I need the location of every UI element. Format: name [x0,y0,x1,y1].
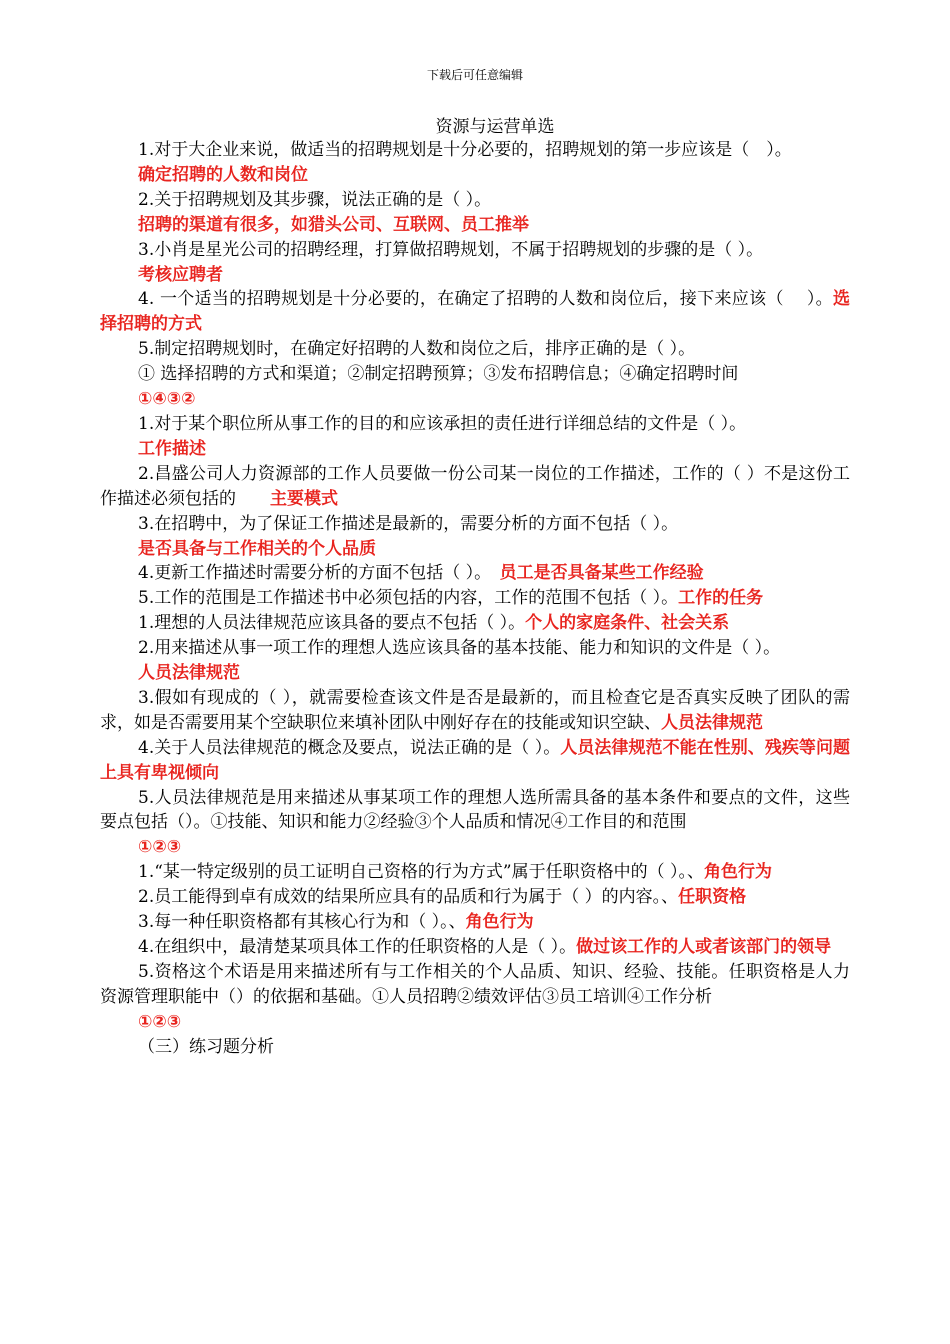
question-paragraph [100,362,850,387]
question-paragraph [100,337,850,362]
question-paragraph [100,935,850,960]
answer-text: 做过该工作的人或者该部门的领导 [576,937,832,957]
question-paragraph [100,188,850,213]
question-text: 3.小肖是星光公司的招聘经理，打算做招聘规划，不属于招聘规划的步骤的是（ ）。 [138,239,764,260]
question-paragraph [100,412,850,437]
question-text: 1.“某一特定级别的员工证明自己资格的行为方式”属于任职资格中的（ ）。、 [138,862,705,883]
question-text: 3.每一种任职资格都有其核心行为和（ ）。、 [138,912,466,933]
question-paragraph [100,1035,850,1060]
question-text: 4.在组织中，最清楚某项具体工作的任职资格的人是（ ）。 [138,937,577,957]
answer-paragraph [100,213,850,238]
question-paragraph [100,860,850,885]
question-paragraph [100,736,850,786]
question-text: 5.人员法律规范是用来描述从事某项工作的理想人选所需具备的基本条件和要点的文件，这些要点包括（）。①技能、知识和能力②经验③个人品质和情况④工作目的和范围 [100,787,850,833]
answer-text: ①②③ [138,1011,182,1032]
question-paragraph [100,636,850,661]
answer-text: 考核应聘者 [138,264,223,285]
answer-paragraph [100,1010,850,1035]
question-text: 5.制定招聘规划时，在确定好招聘的人数和岗位之后，排序正确的是（ ）。 [138,339,696,360]
answer-text: 人员法律规范 [661,712,763,733]
answer-text: 工作描述 [138,438,206,459]
answer-text: 选择招聘的方式 [100,289,850,335]
page-header: 下载后可任意编辑 [426,68,523,82]
answer-paragraph [100,537,850,562]
answer-text: 确定招聘的人数和岗位 [138,164,308,185]
question-text: 5.资格这个术语是用来描述所有与工作相关的个人品质、知识、经验、技能。任职资格是人力资源管理职能中（）的依据和基础。①人员招聘②绩效评估③员工培训④工作分析 [100,961,850,1007]
document-body [100,138,850,1060]
question-text: 4.更新工作描述时需要分析的方面不包括（ ）。 [138,563,500,584]
answer-paragraph [100,661,850,686]
question-text: 4.关于人员法律规范的概念及要点，说法正确的是（ ）。 [138,737,561,758]
question-paragraph [100,786,850,836]
question-paragraph [100,287,850,337]
question-paragraph [100,885,850,910]
answer-paragraph [100,263,850,288]
answer-text: 招聘的渠道有很多，如猎头公司、互联网、员工推举 [138,214,529,235]
answer-text: ①②③ [138,837,182,858]
question-text: （三）练习题分析 [138,1036,274,1057]
question-text: 1.对于大企业来说，做适当的招聘规划是十分必要的，招聘规划的第一步应该是（ ）。 [138,140,792,160]
question-text: 1.对于某个职位所从事工作的目的和应该承担的责任进行详细总结的文件是（ ）。 [138,413,747,434]
question-text: 2.昌盛公司人力资源部的工作人员要做一份公司某一岗位的工作描述，工作的（ ）不是这份工作描述必须包括的 [100,463,850,509]
question-text: ① 选择招聘的方式和渠道；②制定招聘预算；③发布招聘信息；④确定招聘时间 [138,364,739,385]
question-paragraph [100,238,850,263]
question-paragraph [100,686,850,736]
question-text: 2.员工能得到卓有成效的结果所应具有的品质和行为属于（ ）的内容。、 [138,887,679,908]
question-text: 4. 一个适当的招聘规划是十分必要的，在确定了招聘的人数和岗位后，接下来应该（ ）。 [138,289,833,310]
answer-text: 任职资格 [678,887,747,908]
question-paragraph [100,611,850,636]
question-paragraph [100,512,850,537]
question-text: 5.工作的范围是工作描述书中必须包括的内容，工作的范围不包括（ ）。 [138,588,679,609]
answer-paragraph [100,387,850,412]
question-paragraph [100,586,850,611]
question-paragraph [100,910,850,935]
answer-paragraph [100,163,850,188]
answer-text: 是否具备与工作相关的个人品质 [138,538,376,559]
answer-text: 主要模式 [270,488,338,509]
question-paragraph [100,561,850,586]
answer-text: 角色行为 [704,862,773,883]
question-text: 3.在招聘中，为了保证工作描述是最新的，需要分析的方面不包括（ ）。 [138,513,679,534]
answer-text: 工作的任务 [678,588,764,609]
question-paragraph [100,462,850,512]
answer-text: 角色行为 [465,912,534,933]
question-text: 2.关于招聘规划及其步骤，说法正确的是（ ）。 [138,189,492,210]
question-text: 3.假如有现成的（ ），就需要检查该文件是否是最新的，而且检查它是否真实反映了团队的需求，如是否需要用某个空缺职位来填补团队中刚好存在的技能或知识空缺、 [100,687,850,733]
question-paragraph [100,960,850,1010]
answer-text: 人员法律规范不能在性别、残疾等问题上具有卑视倾向 [100,737,851,783]
answer-paragraph [100,437,850,462]
answer-text: 个人的家庭条件、社会关系 [525,613,730,634]
answer-text: ①④③② [138,389,196,410]
answer-text: 员工是否具备某些工作经验 [499,563,704,584]
question-paragraph [100,138,850,163]
document-title: 资源与运营单选 [435,117,555,137]
question-text: 2.用来描述从事一项工作的理想人选应该具备的基本技能、能力和知识的文件是（ ）。 [138,638,781,659]
answer-text: 人员法律规范 [138,663,240,684]
answer-paragraph [100,835,850,860]
question-text: 1.理想的人员法律规范应该具备的要点不包括（ ）。 [138,613,526,634]
